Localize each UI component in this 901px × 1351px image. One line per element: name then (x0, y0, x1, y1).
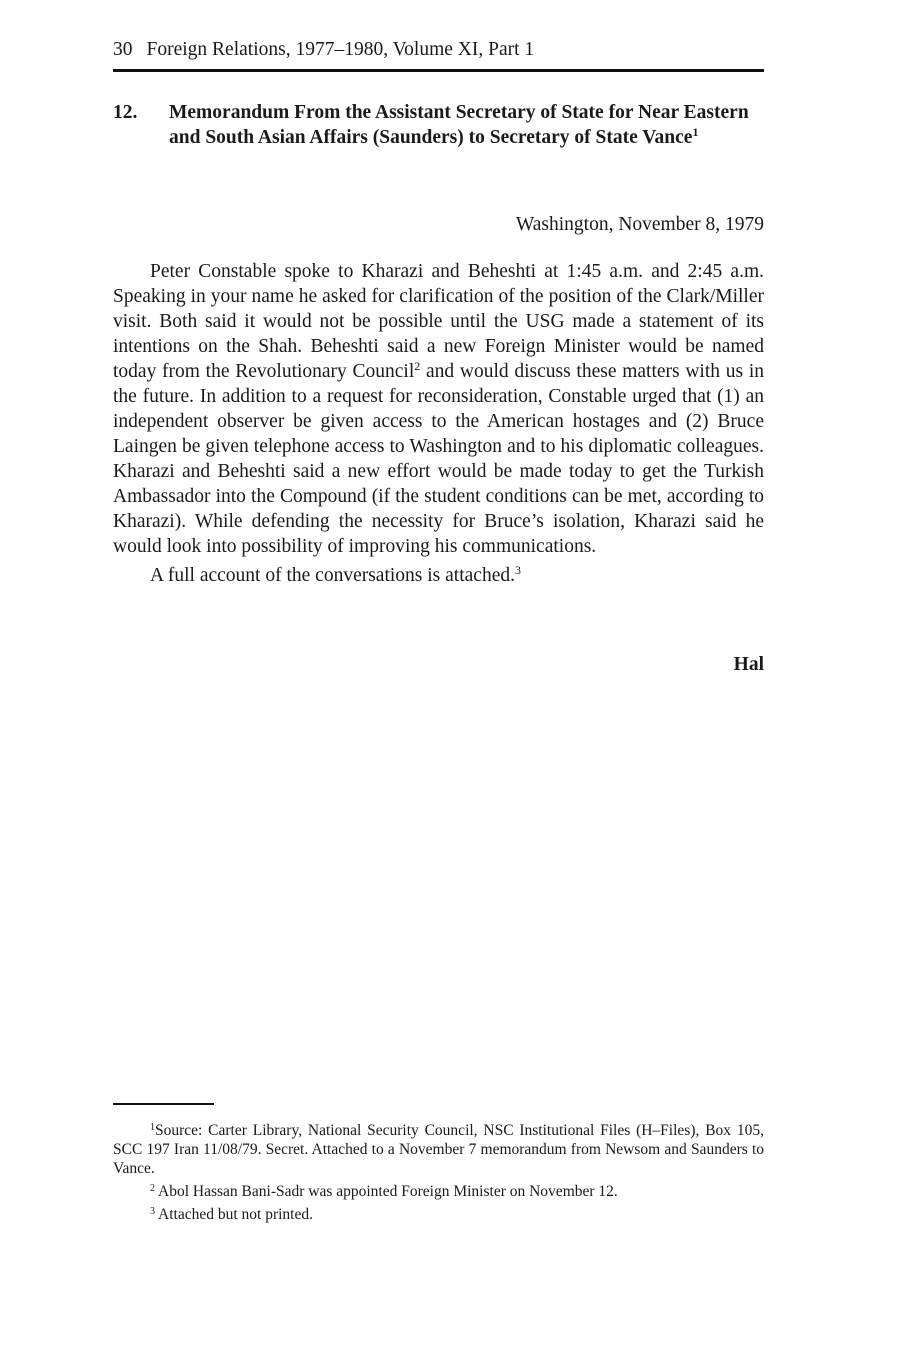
dateline: Washington, November 8, 1979 (515, 214, 764, 235)
footnote-ref-3[interactable]: 3 (514, 563, 521, 577)
header-rule (113, 69, 764, 72)
document-page (113, 0, 764, 1351)
paragraph-text: and would discuss these matters with us in the future. In addition to a request for reconsideration, Constable urged that (1) an independent observer be given access to the American hostages and (2) Bruce Laingen be given telephone access to Washington and to his diplomatic colleagues. Kharazi and Beheshti said a new effort would be made today to get the Turkish Ambassador into the Compound (if the student conditions can be met, according to Kharazi). While defending the necessity for Bruce’s isolation, Kharazi said he would look into possibility of improving his communications. (113, 361, 764, 557)
body-paragraph (113, 259, 764, 559)
footnote-ref-1[interactable]: 1 (692, 125, 699, 139)
footnotes (113, 1121, 764, 1228)
memo-body (113, 259, 764, 588)
document-heading (113, 100, 764, 150)
page-number: 30 (113, 39, 133, 60)
footnote-text: Source: Carter Library, National Security Council, NSC Institutional Files (H–Files), Box 105, SCC 197 Iran 11/08/79. Secret. Attached to a November 7 memorandum from Newsom and Saunders to Vance. (113, 1122, 764, 1177)
body-paragraph (113, 563, 764, 588)
footnote-marker: 2 (150, 1183, 155, 1194)
footnote-1 (113, 1121, 764, 1178)
footnote-marker: 3 (150, 1206, 155, 1217)
running-header (113, 38, 764, 62)
signature: Hal (733, 654, 764, 675)
footnote-ref-2[interactable]: 2 (414, 359, 421, 373)
paragraph-text: A full account of the conversations is attached. (150, 565, 515, 586)
paragraph-text: Peter Constable spoke to Kharazi and Beheshti at 1:45 a.m. and 2:45 a.m. Speaking in your name he asked for clarification of the position of the Clark/Miller visit. Both said it would not be possible until the USG made a statement of its intentions on the Shah. Beheshti said a new Foreign Minister would be named today from the Revolutionary Council (113, 261, 764, 382)
document-title (169, 100, 764, 150)
footnote-rule (113, 1103, 214, 1105)
footnote-2 (113, 1182, 764, 1201)
volume-title: Foreign Relations, 1977–1980, Volume XI, Part 1 (146, 39, 535, 60)
footnote-3 (113, 1205, 764, 1224)
footnote-text: Abol Hassan Bani-Sadr was appointed Foreign Minister on November 12. (158, 1183, 618, 1200)
footnote-text: Attached but not printed. (158, 1206, 313, 1223)
footnote-marker: 1 (150, 1122, 155, 1133)
document-number: 12. (113, 102, 138, 123)
document-title-text: Memorandum From the Assistant Secretary of State for Near Eastern and South Asian Affairs (Saunders) to Secretary of State Vance (169, 102, 749, 148)
